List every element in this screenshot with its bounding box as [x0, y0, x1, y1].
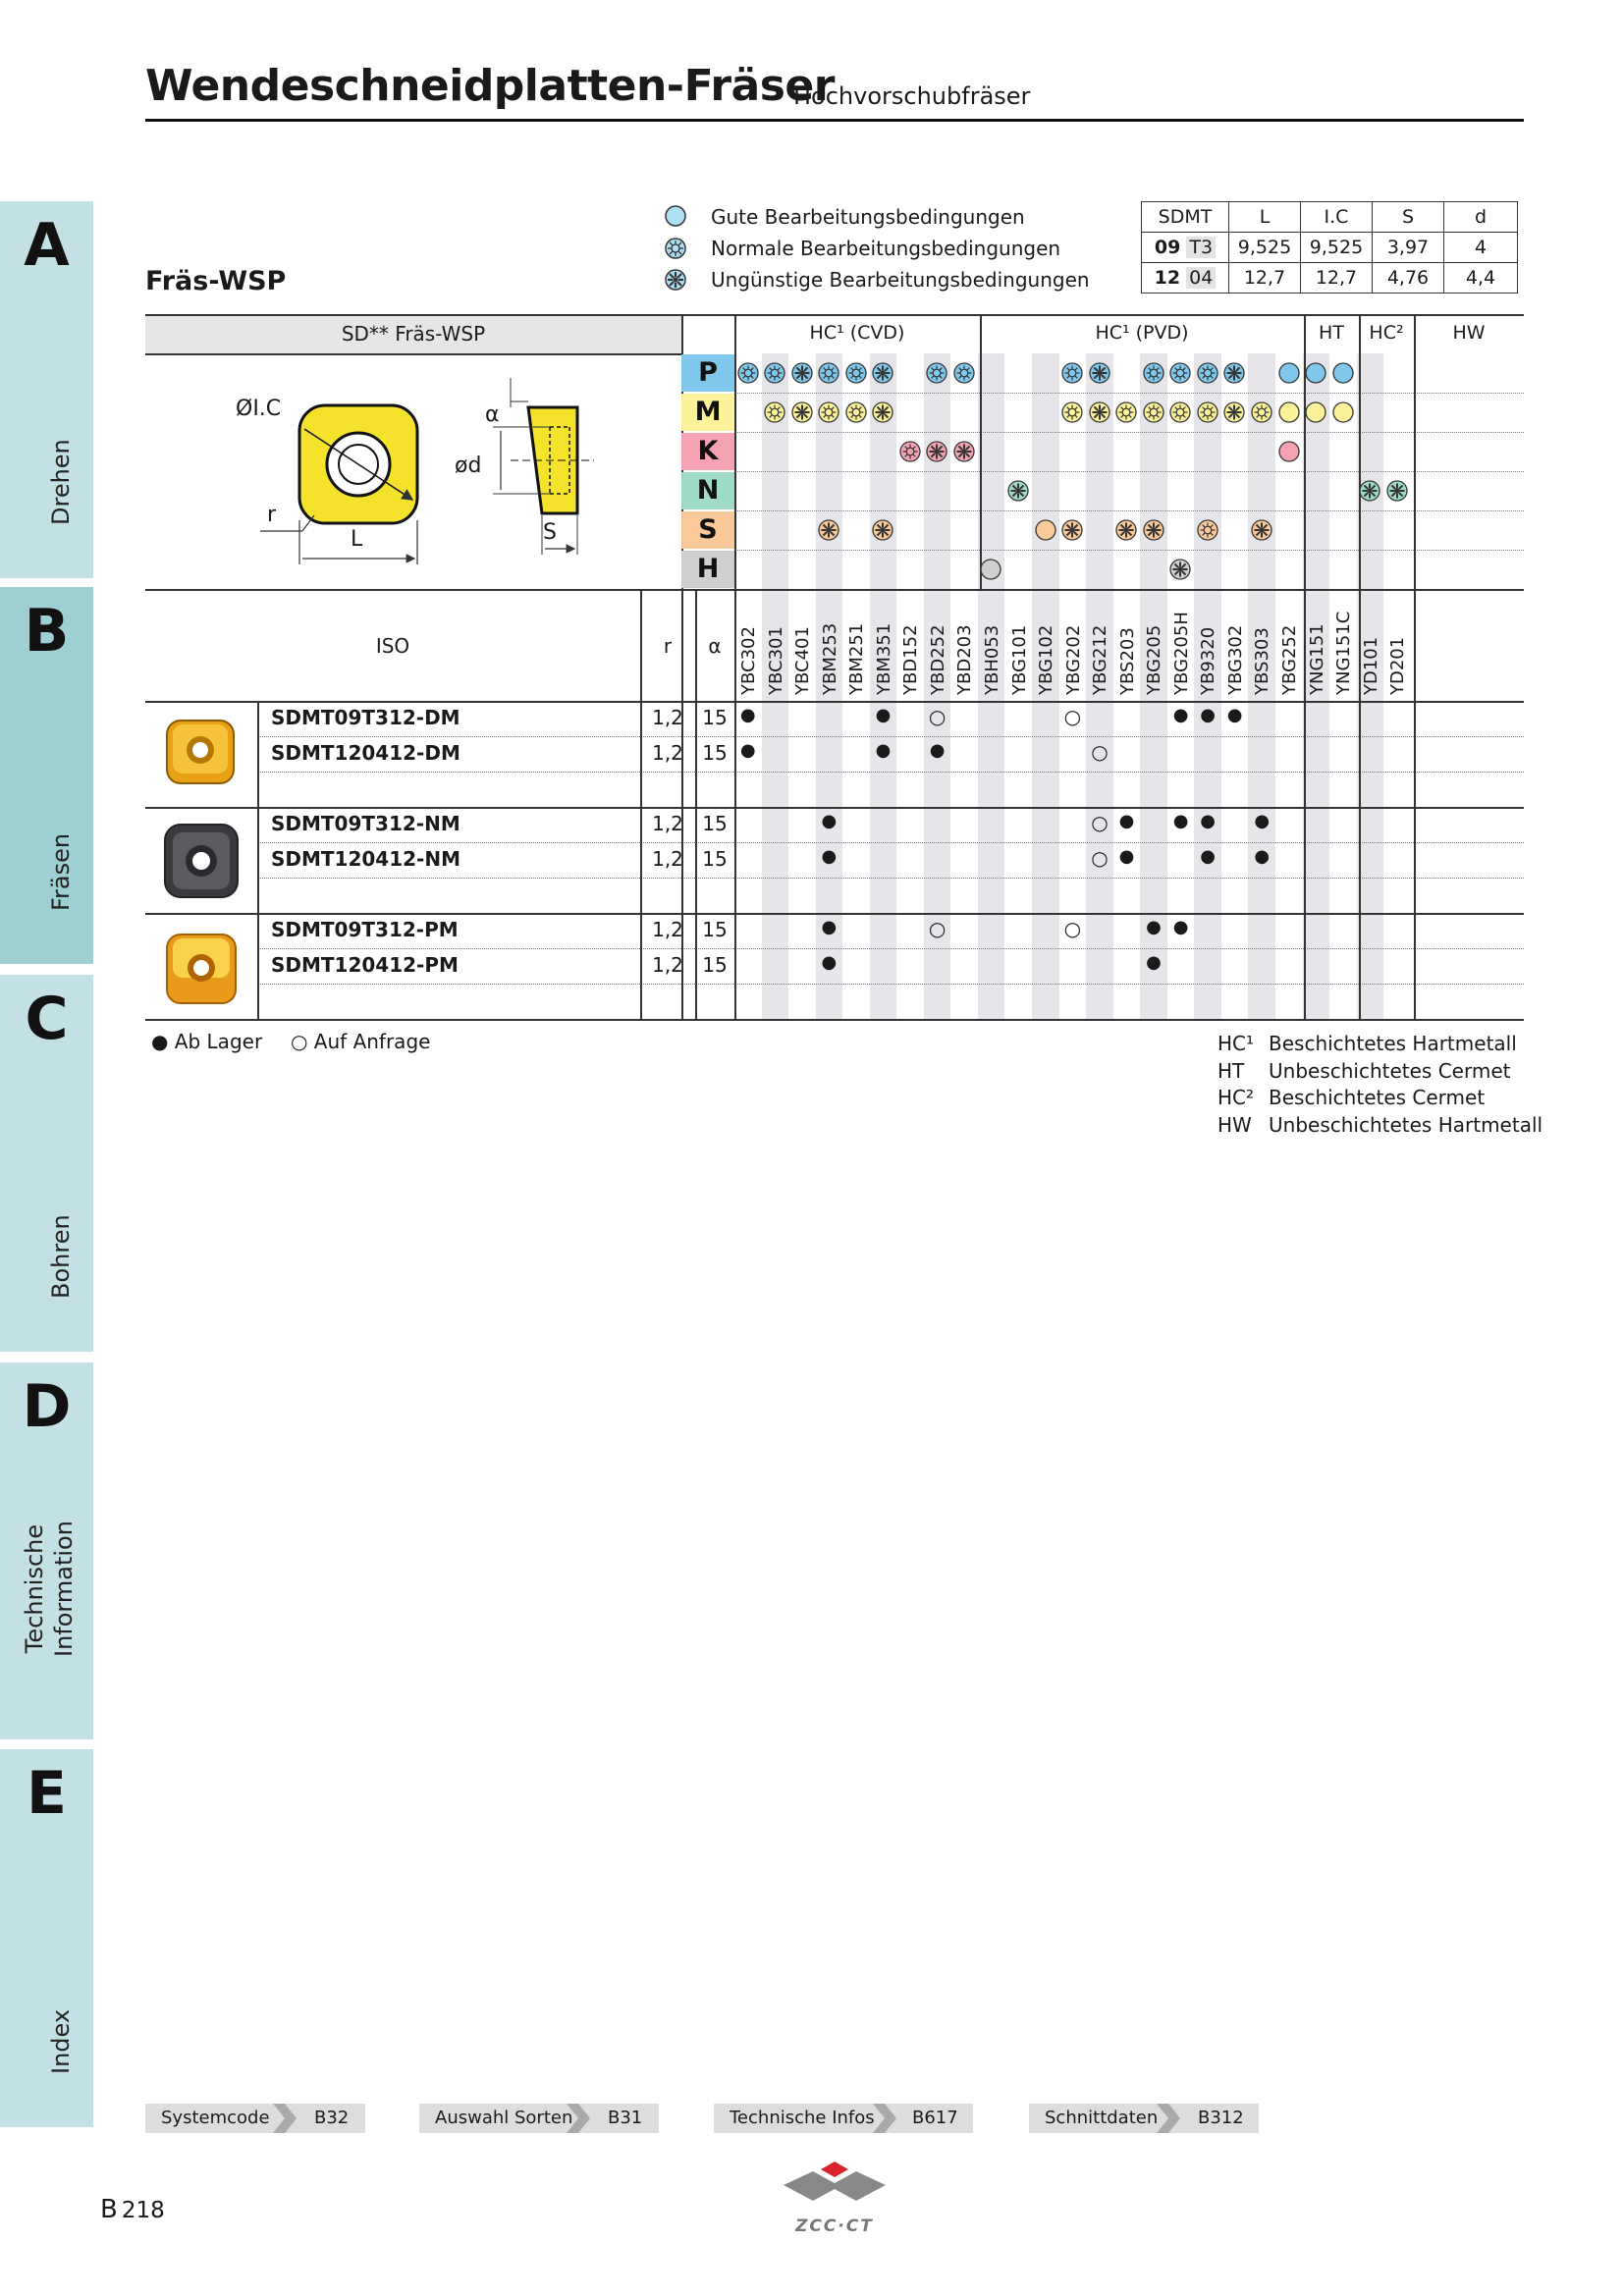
dim-header: S	[1373, 202, 1444, 233]
material-row-separator	[734, 471, 1524, 472]
dim-code: 12 04	[1142, 263, 1229, 294]
grade-label: YD101	[1360, 636, 1381, 695]
iso-code: SDMT09T312-DM	[271, 706, 460, 729]
coating-code: HC²	[1217, 1086, 1255, 1109]
grade-label: YBG302	[1224, 624, 1246, 695]
coating-text: Unbeschichtetes Cermet	[1269, 1059, 1511, 1083]
material-k: K	[681, 433, 734, 470]
circle-spiky-icon	[817, 518, 840, 542]
grid-rule	[145, 1019, 1524, 1021]
grid-rule	[257, 701, 259, 1019]
stock-dot: ●	[1146, 917, 1162, 937]
circle-flower-icon	[1114, 400, 1138, 424]
stock-dot: ●	[821, 917, 838, 937]
request-circle: ○	[1091, 846, 1109, 870]
circle-flower-icon	[763, 400, 786, 424]
request-circle: ○	[928, 705, 947, 728]
circle-plain-icon	[1304, 361, 1327, 385]
tab-letter: D	[22, 1372, 72, 1441]
r-header: r	[663, 634, 673, 658]
legend-on-request: ○ Auf Anfrage	[291, 1030, 431, 1053]
tab-b[interactable]	[0, 587, 93, 964]
tab-letter: E	[27, 1759, 67, 1828]
iso-header: ISO	[375, 634, 410, 658]
circle-flower-icon	[664, 237, 687, 260]
page-title: Wendeschneidplatten-Fräser	[145, 61, 835, 111]
grid-rule	[145, 589, 1524, 591]
dim-cell: 3,97	[1373, 233, 1444, 263]
circle-spiky-icon	[790, 361, 814, 385]
radius-value: 1,2	[652, 918, 683, 941]
circle-spiky-icon	[1168, 558, 1192, 581]
dim-cell: 4,4	[1444, 263, 1518, 294]
tab-a[interactable]	[0, 201, 93, 578]
stock-dot: ●	[821, 846, 838, 867]
label-ic: ØI.C	[236, 397, 282, 421]
circle-flower-icon	[1168, 400, 1192, 424]
circle-flower-icon	[1142, 361, 1165, 385]
iso-code: SDMT09T312-NM	[271, 812, 460, 835]
dimension-table	[1141, 201, 1518, 294]
circle-plain-icon	[1277, 400, 1301, 424]
grid-rule	[734, 314, 736, 1019]
logo-text: ZCC·CT	[795, 2216, 874, 2236]
grade-label: YBM251	[846, 622, 868, 695]
circle-spiky-icon	[1006, 479, 1030, 503]
circle-flower-icon	[1060, 400, 1084, 424]
page-subtitle: Hochvorschubfräser	[793, 82, 1031, 110]
iso-code: SDMT120412-DM	[271, 741, 460, 765]
tab-label: Index	[47, 2008, 75, 2074]
tab-label: Bohren	[47, 1214, 75, 1299]
group-ht: HT	[1319, 322, 1344, 344]
label-s: S	[543, 520, 557, 545]
section-title: Fräs-WSP	[145, 266, 287, 296]
circle-flower-icon	[925, 361, 948, 385]
material-m: M	[681, 394, 734, 431]
circle-spiky-icon	[871, 518, 894, 542]
stock-dot: ●	[875, 740, 892, 761]
circle-plain-icon	[1034, 518, 1057, 542]
circle-spiky-icon	[1088, 400, 1111, 424]
nav-link-label: Systemcode	[161, 2108, 270, 2128]
item-row-separator	[257, 772, 1524, 773]
circle-spiky-icon	[871, 361, 894, 385]
group-hw: HW	[1452, 322, 1486, 344]
grade-label: YBG202	[1062, 624, 1084, 695]
dim-header: d	[1444, 202, 1518, 233]
tab-letter: C	[25, 985, 69, 1053]
material-row-separator	[734, 510, 1524, 511]
tab-label: Technische Information	[21, 1521, 78, 1657]
grid-rule	[980, 314, 982, 589]
group-hc1-pvd: HC¹ (PVD)	[1095, 322, 1189, 344]
stock-dot: ●	[1200, 811, 1216, 831]
material-n: N	[681, 472, 734, 509]
grade-label: YBM253	[819, 622, 840, 695]
chevron-right-icon	[1155, 2104, 1182, 2133]
grade-label: YBD203	[954, 624, 976, 695]
circle-plain-icon	[664, 204, 687, 228]
request-circle: ○	[1091, 740, 1109, 764]
circle-plain-icon	[1331, 400, 1355, 424]
stock-dot: ●	[1254, 846, 1271, 867]
grid-rule	[145, 807, 1524, 809]
grade-label: YBC302	[738, 626, 759, 695]
circle-spiky-icon	[952, 440, 976, 463]
stock-dot: ●	[1254, 811, 1271, 831]
item-row-separator	[257, 984, 1524, 985]
stock-dot: ●	[1172, 705, 1189, 725]
nav-link-ref: B32	[314, 2108, 350, 2128]
nav-link-label: Schnittdaten	[1045, 2108, 1159, 2128]
legend-good: Gute Bearbeitungsbedingungen	[711, 205, 1025, 229]
circle-flower-icon	[898, 440, 922, 463]
circle-flower-icon	[1196, 361, 1219, 385]
material-s: S	[681, 511, 734, 549]
stock-dot: ●	[739, 740, 756, 761]
stock-dot: ●	[1172, 917, 1189, 937]
grid-rule	[145, 353, 681, 355]
radius-value: 1,2	[652, 741, 683, 765]
grade-label: YBG101	[1008, 624, 1030, 695]
stock-dot: ●	[1172, 811, 1189, 831]
item-row-separator	[257, 878, 1524, 879]
grade-label: YBS303	[1252, 627, 1273, 695]
grade-label: YBS203	[1116, 627, 1138, 695]
coating-code: HW	[1217, 1113, 1252, 1137]
circle-flower-icon	[844, 361, 868, 385]
request-circle: ○	[1063, 705, 1082, 728]
tab-label: Drehen	[47, 439, 75, 525]
nav-link-auswahl[interactable]	[419, 2104, 659, 2133]
grade-label: YBG205H	[1170, 612, 1192, 695]
table-header-title: SD** Fräs-WSP	[341, 322, 486, 346]
radius-value: 1,2	[652, 847, 683, 871]
stock-dot: ●	[929, 740, 946, 761]
dim-header: L	[1229, 202, 1301, 233]
circle-spiky-icon	[1222, 361, 1246, 385]
tab-label: Fräsen	[47, 832, 75, 911]
stock-dot: ●	[1226, 705, 1243, 725]
stock-dot: ●	[1200, 705, 1216, 725]
insert-image-pm	[159, 927, 243, 1011]
grade-label: YBC301	[765, 626, 786, 695]
item-row-separator	[257, 736, 1524, 737]
radius-value: 1,2	[652, 812, 683, 835]
circle-flower-icon	[1060, 361, 1084, 385]
grade-label: YBD152	[900, 624, 922, 695]
nav-link-schnittdaten[interactable]	[1029, 2104, 1259, 2133]
dim-cell: 9,525	[1301, 233, 1373, 263]
tab-d[interactable]	[0, 1362, 93, 1739]
circle-flower-icon	[817, 400, 840, 424]
circle-flower-icon	[1168, 361, 1192, 385]
circle-flower-icon	[1196, 400, 1219, 424]
grade-label: YBH053	[981, 624, 1002, 695]
header-rule	[145, 119, 1524, 122]
grade-label: YBG252	[1279, 624, 1300, 695]
nav-link-ref: B312	[1198, 2108, 1244, 2128]
item-row-separator	[257, 948, 1524, 949]
radius-value: 1,2	[652, 953, 683, 977]
tab-e[interactable]	[0, 1749, 93, 2127]
tab-letter: A	[24, 211, 70, 280]
grid-rule	[145, 701, 1524, 703]
zcc-logo-icon	[776, 2160, 893, 2209]
insert-image-dm	[159, 711, 243, 795]
dim-header: I.C	[1301, 202, 1373, 233]
circle-spiky-icon	[1114, 518, 1138, 542]
radius-value: 1,2	[652, 706, 683, 729]
label-l: L	[351, 527, 363, 552]
circle-spiky-icon	[1060, 518, 1084, 542]
circle-spiky-icon	[871, 400, 894, 424]
material-p: P	[681, 354, 734, 392]
tab-letter: B	[24, 597, 70, 666]
item-row-separator	[257, 842, 1524, 843]
grade-label: YBG102	[1036, 624, 1057, 695]
chevron-right-icon	[871, 2104, 898, 2133]
grid-rule	[1414, 314, 1416, 1019]
coating-code: HC¹	[1217, 1032, 1255, 1055]
nav-link-technische[interactable]	[714, 2104, 973, 2133]
material-row-separator	[734, 393, 1524, 394]
stock-dot: ●	[1118, 846, 1135, 867]
material-h: H	[681, 551, 734, 588]
label-r: r	[267, 503, 277, 527]
alpha-value: 15	[702, 953, 728, 977]
dim-code: 09 T3	[1142, 233, 1229, 263]
grade-label: YBG212	[1090, 624, 1111, 695]
alpha-header: α	[708, 634, 722, 658]
circle-plain-icon	[1277, 361, 1301, 385]
circle-plain-icon	[979, 558, 1002, 581]
label-alpha: α	[485, 402, 500, 427]
circle-spiky-icon	[925, 440, 948, 463]
grade-label: YNG151C	[1333, 611, 1355, 695]
circle-flower-icon	[1250, 400, 1273, 424]
dim-cell: 4	[1444, 233, 1518, 263]
iso-code: SDMT120412-PM	[271, 953, 459, 977]
nav-link-label: Technische Infos	[730, 2108, 875, 2128]
material-row-separator	[734, 550, 1524, 551]
dim-cell: 12,7	[1229, 263, 1301, 294]
stock-dot: ●	[1200, 846, 1216, 867]
iso-code: SDMT09T312-PM	[271, 918, 459, 941]
grade-label: YBD252	[927, 624, 948, 695]
circle-spiky-icon	[1088, 361, 1111, 385]
stock-dot: ●	[821, 811, 838, 831]
coating-text: Beschichtetes Cermet	[1269, 1086, 1486, 1109]
coating-text: Unbeschichtetes Hartmetall	[1269, 1113, 1543, 1137]
alpha-value: 15	[702, 847, 728, 871]
circle-plain-icon	[1277, 440, 1301, 463]
request-circle: ○	[1091, 811, 1109, 834]
dim-cell: 4,76	[1373, 263, 1444, 294]
circle-plain-icon	[1304, 400, 1327, 424]
grade-label: YNG151	[1306, 623, 1327, 695]
group-hc1-cvd: HC¹ (CVD)	[809, 322, 905, 344]
grade-label: YBM351	[873, 622, 894, 695]
iso-code: SDMT120412-NM	[271, 847, 460, 871]
nav-link-ref: B617	[912, 2108, 958, 2128]
request-circle: ○	[1063, 917, 1082, 940]
stock-dot: ●	[821, 952, 838, 973]
alpha-value: 15	[702, 741, 728, 765]
page-number: B 218	[100, 2195, 165, 2224]
alpha-value: 15	[702, 918, 728, 941]
insert-image-nm	[159, 819, 243, 903]
nav-link-ref: B31	[608, 2108, 643, 2128]
material-row-separator	[734, 432, 1524, 433]
circle-flower-icon	[736, 361, 760, 385]
circle-plain-icon	[1331, 361, 1355, 385]
grade-label: YB9320	[1198, 626, 1219, 695]
request-circle: ○	[928, 917, 947, 940]
circle-spiky-icon	[1385, 479, 1409, 503]
dim-cell: 9,525	[1229, 233, 1301, 263]
alpha-value: 15	[702, 706, 728, 729]
circle-flower-icon	[952, 361, 976, 385]
circle-spiky-icon	[1358, 479, 1381, 503]
circle-flower-icon	[1142, 400, 1165, 424]
group-hc2: HC²	[1369, 322, 1404, 344]
stock-dot: ●	[1146, 952, 1162, 973]
grid-rule	[145, 314, 1524, 316]
grade-label: YBG205	[1144, 624, 1165, 695]
chevron-right-icon	[565, 2104, 592, 2133]
tab-c[interactable]	[0, 975, 93, 1352]
stock-dot: ●	[1118, 811, 1135, 831]
dim-header: SDMT	[1142, 202, 1229, 233]
nav-link-label: Auswahl Sorten	[435, 2108, 573, 2128]
nav-link-systemcode[interactable]	[145, 2104, 365, 2133]
circle-spiky-icon	[664, 268, 687, 292]
legend-unfavorable: Ungünstige Bearbeitungsbedingungen	[711, 268, 1090, 292]
legend-normal: Normale Bearbeitungsbedingungen	[711, 237, 1061, 260]
dim-cell: 12,7	[1301, 263, 1373, 294]
label-d: ød	[455, 454, 482, 478]
chevron-right-icon	[271, 2104, 298, 2133]
circle-flower-icon	[763, 361, 786, 385]
alpha-value: 15	[702, 812, 728, 835]
circle-flower-icon	[844, 400, 868, 424]
coating-text: Beschichtetes Hartmetall	[1269, 1032, 1517, 1055]
coating-code: HT	[1217, 1059, 1245, 1083]
grade-label: YD201	[1387, 636, 1409, 695]
stock-dot: ●	[739, 705, 756, 725]
circle-spiky-icon	[1222, 400, 1246, 424]
circle-flower-icon	[1196, 518, 1219, 542]
stock-dot: ●	[875, 705, 892, 725]
circle-flower-icon	[817, 361, 840, 385]
legend-in-stock: ● Ab Lager	[151, 1030, 263, 1053]
grade-label: YBC401	[792, 626, 814, 695]
circle-spiky-icon	[790, 400, 814, 424]
circle-spiky-icon	[1142, 518, 1165, 542]
grid-rule	[145, 913, 1524, 915]
circle-spiky-icon	[1250, 518, 1273, 542]
